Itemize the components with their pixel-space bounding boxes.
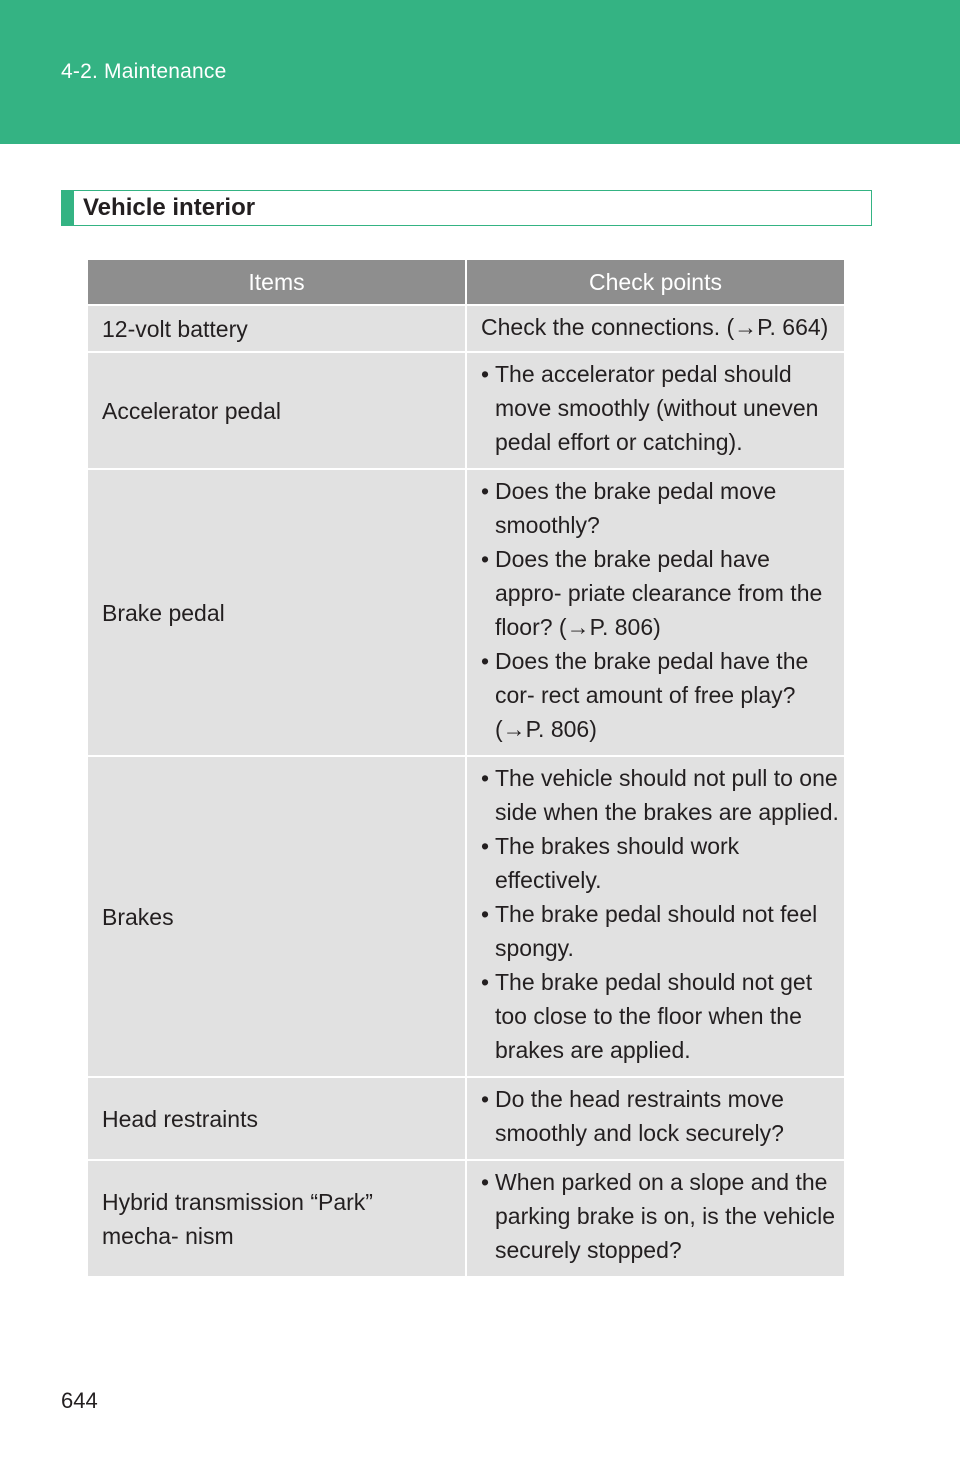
check-text: Check the connections. (→P. 664) <box>481 314 829 340</box>
page-number: 644 <box>61 1388 98 1413</box>
check-bullet: • The accelerator pedal should move smoothly (without uneven pedal effort or catching). <box>481 357 840 459</box>
row-check <box>466 305 844 352</box>
check-bullet: • The brakes should work effectively. <box>481 829 840 897</box>
table-row <box>88 1077 844 1160</box>
subsection-heading <box>61 190 872 226</box>
table-row <box>88 1160 844 1276</box>
check-bullet: • When parked on a slope and the parking brake is on, is the vehicle securely stopped? <box>481 1165 840 1267</box>
row-item: Brake pedal <box>88 469 466 756</box>
table-row <box>88 305 844 352</box>
table-row <box>88 756 844 1077</box>
row-check <box>466 352 844 469</box>
table-row <box>88 469 844 756</box>
check-bullet: • The brake pedal should not feel spongy. <box>481 897 840 965</box>
table-header-row <box>88 260 844 305</box>
row-item: Hybrid transmission “Park” mecha- nism <box>88 1160 466 1276</box>
row-item: Accelerator pedal <box>88 352 466 469</box>
inspection-table <box>88 260 844 1276</box>
check-bullet: • Does the brake pedal have the cor- rect amount of free play? (→P. 806) <box>481 644 840 746</box>
check-bullet: • The brake pedal should not get too close to the floor when the brakes are applied. <box>481 965 840 1067</box>
row-check <box>466 1160 844 1276</box>
subsection-accent-bar <box>61 190 74 226</box>
check-bullet: • Does the brake pedal have appro- priate clearance from the floor? (→P. 806) <box>481 542 840 644</box>
row-item: Head restraints <box>88 1077 466 1160</box>
section-label: 4-2. Maintenance <box>61 60 227 83</box>
section-header-band <box>0 0 960 144</box>
row-check <box>466 756 844 1077</box>
check-bullet: • The vehicle should not pull to one side when the brakes are applied. <box>481 761 840 829</box>
subsection-title: Vehicle interior <box>83 194 256 221</box>
check-bullet: • Do the head restraints move smoothly and lock securely? <box>481 1082 840 1150</box>
table-row <box>88 352 844 469</box>
row-check <box>466 469 844 756</box>
check-bullet: • Does the brake pedal move smoothly? <box>481 474 840 542</box>
row-item: Brakes <box>88 756 466 1077</box>
row-check <box>466 1077 844 1160</box>
column-header-items: Items <box>88 260 466 305</box>
row-item: 12-volt battery <box>88 305 466 352</box>
column-header-check-points: Check points <box>466 260 844 305</box>
